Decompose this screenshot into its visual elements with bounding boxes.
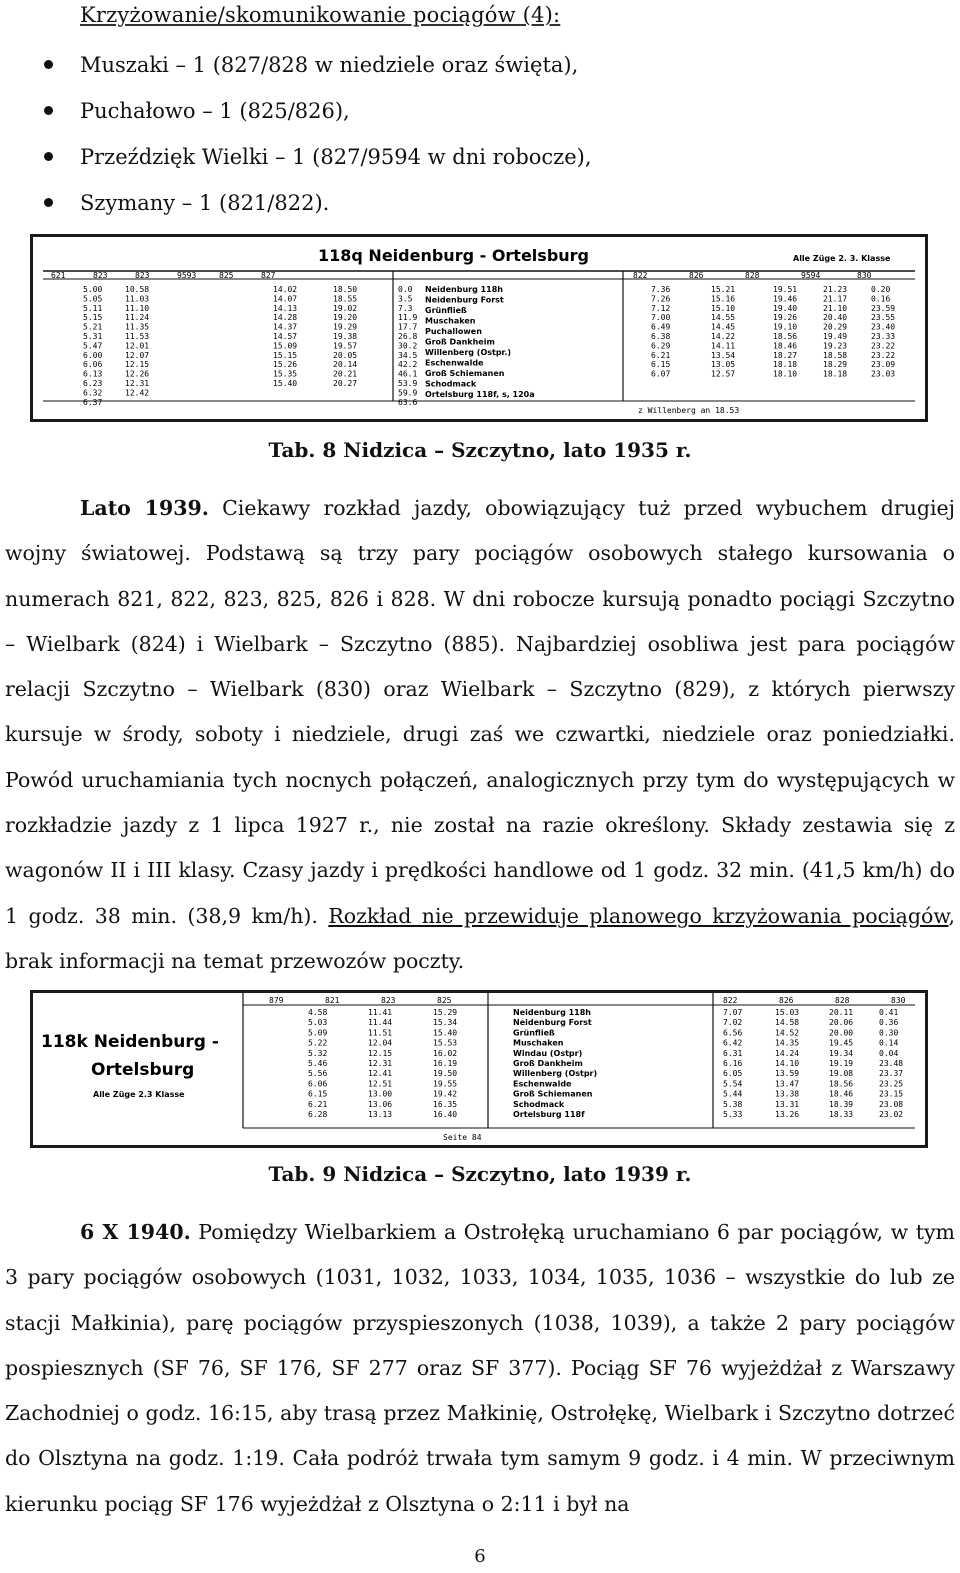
time-value: 23.59 — [871, 303, 896, 313]
time-value: 10.58 — [125, 285, 150, 294]
table-caption-1939: Tab. 9 Nidzica – Szczytno, lato 1939 r. — [268, 1162, 692, 1186]
station-name: Neidenburg Forst — [425, 295, 504, 305]
station-name: Eschenwalde — [513, 1079, 572, 1089]
timetable-title-line1: 118k Neidenburg - — [41, 1032, 219, 1052]
time-value: 19.55 — [433, 1079, 458, 1089]
page-number: 6 — [474, 1546, 486, 1567]
time-value: 13.06 — [368, 1099, 393, 1109]
time-value: 6.13 — [83, 369, 103, 379]
station-name: Willenberg (Ostpr.) — [425, 348, 512, 357]
time-value: 15.15 — [273, 350, 298, 360]
time-value: 14.11 — [711, 341, 736, 351]
time-value: 6.38 — [651, 332, 671, 341]
km-value: 59.9 — [398, 388, 418, 398]
time-value: 12.41 — [368, 1069, 393, 1079]
list-item: Puchałowo – 1 (825/826), — [40, 88, 592, 134]
time-value: 20.11 — [829, 1008, 854, 1017]
time-value: 18.46 — [829, 1089, 854, 1099]
station-name: Willenberg (Ostpr) — [513, 1069, 598, 1079]
station-name: Groß Dankheim — [513, 1059, 583, 1068]
time-value: 15.53 — [433, 1038, 458, 1048]
timetable-title: 118q Neidenburg - Ortelsburg — [318, 246, 589, 265]
km-value: 34.5 — [398, 350, 418, 360]
time-value: 0.20 — [871, 285, 891, 294]
train-number: 621 — [51, 271, 66, 280]
station-name: Muschaken — [513, 1038, 564, 1048]
time-value: 14.57 — [273, 332, 298, 341]
time-value: 0.14 — [879, 1038, 899, 1048]
time-value: 19.34 — [829, 1048, 854, 1058]
time-value: 4.58 — [308, 1008, 328, 1017]
time-value: 11.35 — [125, 322, 150, 332]
time-value: 19.02 — [333, 303, 358, 313]
time-value: 14.10 — [775, 1059, 800, 1068]
time-value: 12.31 — [368, 1059, 393, 1068]
time-value: 6.23 — [83, 379, 103, 388]
time-value: 0.41 — [879, 1008, 899, 1017]
time-value: 5.32 — [308, 1048, 328, 1058]
time-value: 6.06 — [83, 360, 103, 370]
time-value: 15.21 — [711, 285, 736, 294]
km-value: 11.9 — [398, 313, 418, 323]
time-value: 12.57 — [711, 369, 736, 379]
time-value: 7.00 — [651, 313, 671, 323]
time-value: 19.46 — [773, 294, 798, 304]
train-number: 821 — [325, 996, 340, 1005]
train-number: 879 — [269, 996, 284, 1005]
time-value: 23.37 — [879, 1069, 904, 1079]
train-number: 826 — [779, 996, 794, 1005]
time-value: 5.15 — [83, 313, 103, 323]
time-value: 23.08 — [879, 1099, 904, 1109]
time-value: 15.40 — [433, 1028, 458, 1038]
time-value: 23.55 — [871, 313, 896, 323]
km-value: 53.9 — [398, 379, 418, 388]
time-value: 6.21 — [308, 1099, 328, 1109]
time-value: 13.13 — [368, 1110, 393, 1119]
time-value: 14.45 — [711, 322, 736, 332]
time-value: 16.35 — [433, 1099, 458, 1109]
station-name: Schodmack — [425, 379, 477, 389]
paragraph-lead: Lato 1939. — [80, 496, 209, 520]
train-number: 830 — [857, 271, 872, 280]
time-value: 15.40 — [273, 379, 298, 388]
table-caption-1935: Tab. 8 Nidzica – Szczytno, lato 1935 r. — [268, 438, 692, 462]
train-number: 828 — [835, 996, 850, 1005]
time-value: 15.16 — [711, 294, 736, 304]
time-value: 15.35 — [273, 369, 298, 379]
section-heading: Krzyżowanie/skomunikowanie pociągów (4): — [80, 3, 561, 27]
time-value: 12.42 — [125, 388, 150, 398]
time-value: 18.56 — [773, 332, 798, 341]
time-value: 19.29 — [333, 322, 358, 332]
time-value: 23.22 — [871, 341, 896, 351]
km-value: 42.2 — [398, 360, 418, 370]
time-value: 21.17 — [823, 294, 848, 304]
time-value: 5.22 — [308, 1038, 328, 1048]
time-value: 19.50 — [433, 1069, 458, 1079]
list-item: Muszaki – 1 (827/828 w niedziele oraz święta), — [40, 42, 592, 88]
timetable-1935-image — [30, 234, 928, 422]
time-value: 5.56 — [308, 1069, 328, 1079]
time-value: 7.07 — [723, 1008, 743, 1017]
time-value: 5.21 — [83, 322, 103, 332]
time-value: 23.40 — [871, 322, 896, 332]
time-value: 16.40 — [433, 1110, 458, 1119]
list-item: Szymany – 1 (821/822). — [40, 180, 592, 226]
time-value: 12.15 — [368, 1048, 393, 1058]
time-value: 18.39 — [829, 1099, 854, 1109]
train-number: 827 — [261, 271, 276, 280]
time-value: 23.03 — [871, 369, 896, 379]
time-value: 5.44 — [723, 1089, 743, 1099]
time-value: 5.46 — [308, 1059, 328, 1068]
time-value: 14.37 — [273, 322, 298, 332]
time-value: 18.56 — [829, 1079, 854, 1089]
time-value: 14.52 — [775, 1028, 800, 1038]
train-number: 9593 — [177, 271, 197, 280]
time-value: 19.45 — [829, 1038, 854, 1048]
time-value: 6.28 — [308, 1110, 328, 1119]
train-number: 828 — [745, 271, 760, 280]
time-value: 5.00 — [83, 285, 103, 294]
time-value: 6.29 — [651, 341, 671, 351]
train-number: 823 — [135, 271, 150, 280]
time-value: 18.18 — [823, 369, 848, 379]
station-name: Grünfließ — [513, 1028, 555, 1038]
time-value: 11.44 — [368, 1018, 393, 1028]
time-value: 15.03 — [775, 1008, 800, 1017]
time-value: 15.09 — [273, 341, 298, 351]
time-value: 18.29 — [823, 360, 848, 370]
timetable-class-note: Alle Züge 2. 3. Klasse — [793, 254, 891, 263]
station-name: Groß Schiemanen — [425, 369, 505, 378]
time-value: 14.24 — [775, 1048, 800, 1058]
time-value: 19.10 — [773, 322, 798, 332]
time-value: 6.16 — [723, 1059, 743, 1068]
station-name: Ortelsburg 118f, s, 120a — [425, 390, 535, 399]
list-item: Przeździęk Wielki – 1 (827/9594 w dni robocze), — [40, 134, 592, 180]
time-value: 11.10 — [125, 303, 150, 313]
time-value: 18.55 — [333, 294, 358, 304]
time-value: 5.54 — [723, 1079, 743, 1089]
timetable-class-note: Alle Züge 2.3 Klasse — [93, 1090, 185, 1099]
time-value: 14.02 — [273, 285, 298, 294]
time-value: 13.00 — [368, 1089, 393, 1099]
time-value: 13.47 — [775, 1079, 800, 1089]
station-name: Puchallowen — [425, 327, 482, 336]
time-value: 21.10 — [823, 303, 848, 313]
time-value: 6.06 — [308, 1079, 328, 1089]
time-value: 15.10 — [711, 303, 736, 313]
time-value: 12.15 — [125, 360, 150, 370]
time-value: 6.42 — [723, 1038, 743, 1048]
time-value: 14.35 — [775, 1038, 800, 1048]
time-value: 6.15 — [308, 1089, 328, 1099]
station-name: Eschenwalde — [425, 358, 484, 368]
time-value: 13.54 — [711, 350, 736, 360]
station-name: Neidenburg Forst — [513, 1018, 592, 1028]
paragraph-text-end: , brak informacji na temat przewozów poczty. — [5, 903, 955, 973]
time-value: 6.21 — [651, 350, 671, 360]
time-value: 13.59 — [775, 1069, 800, 1079]
station-name: Windau (Ostpr) — [513, 1048, 583, 1058]
time-value: 18.27 — [773, 350, 798, 360]
timetable-1935-drawing — [33, 237, 925, 419]
time-value: 0.36 — [879, 1018, 899, 1028]
time-value: 5.05 — [83, 294, 103, 304]
station-name: Ortelsburg 118f — [513, 1110, 585, 1119]
station-name: Groß Schiemanen — [513, 1089, 593, 1099]
train-number: 822 — [723, 996, 738, 1005]
time-value: 19.26 — [773, 313, 798, 323]
time-value: 18.58 — [823, 350, 848, 360]
time-value: 5.03 — [308, 1018, 328, 1028]
time-value: 20.14 — [333, 360, 358, 370]
time-value: 6.32 — [83, 388, 103, 398]
time-value: 6.56 — [723, 1028, 743, 1038]
time-value: 19.20 — [333, 313, 358, 323]
time-value: 5.31 — [83, 332, 103, 341]
station-name: Muschaken — [425, 316, 476, 326]
time-value: 23.48 — [879, 1059, 904, 1068]
time-value: 23.25 — [879, 1079, 904, 1089]
time-value: 0.04 — [879, 1048, 899, 1058]
time-value: 14.22 — [711, 332, 736, 341]
time-value: 6.00 — [83, 350, 103, 360]
time-value: 19.23 — [823, 341, 848, 351]
time-value: 15.26 — [273, 360, 298, 370]
time-value: 19.08 — [829, 1069, 854, 1079]
km-value: 7.3 — [398, 303, 413, 313]
time-value: 20.27 — [333, 379, 358, 388]
time-value: 14.13 — [273, 303, 298, 313]
paragraph-1940 — [5, 1210, 955, 1527]
time-value: 12.07 — [125, 350, 150, 360]
station-name: Grünfließ — [425, 306, 467, 315]
time-value: 13.31 — [775, 1099, 800, 1109]
time-value: 6.15 — [651, 360, 671, 370]
time-value: 5.09 — [308, 1028, 328, 1038]
train-number: 822 — [633, 271, 648, 280]
station-name: Neidenburg 118h — [425, 285, 503, 294]
paragraph-text: Pomiędzy Wielbarkiem a Ostrołęką uruchamiano 6 par pociągów, w tym 3 pary pociągów osobowych (1031, 1032, 1033, 1034, 1035, 1036 – wszystkie do lub ze stacji Małkinia), parę pociągów przyspieszonych (1038, 1039), a także 2 pary pociągów pospiesznych (SF 76, SF 176, SF 277 oraz SF 377). Pociąg SF 76 wyjeżdżał z Warszawy Zachodniej o godz. 16:15, aby trasą przez Małkinię, Ostrołękę, Wielbark i Szczytno dotrzeć do Olsztyna na godz. 1:19. Cała podróż trwała tym samym 9 godz. i 4 min. W przeciwnym kierunku pociąg SF 176 wyjeżdżał z Olsztyna o 2:11 i był na — [5, 1220, 955, 1516]
time-value: 12.04 — [368, 1038, 393, 1048]
time-value: 20.05 — [333, 350, 358, 360]
time-value: 5.33 — [723, 1110, 743, 1119]
station-name: Groß Dankheim — [425, 337, 495, 347]
train-number: 825 — [437, 996, 452, 1005]
time-value: 14.28 — [273, 313, 298, 323]
time-value: 7.02 — [723, 1018, 743, 1028]
time-value: 14.58 — [775, 1018, 800, 1028]
time-value: 5.47 — [83, 341, 103, 351]
timetable-footnote: z Willenberg an 18.53 — [638, 406, 740, 415]
km-value: 17.7 — [398, 322, 418, 332]
time-value: 19.38 — [333, 332, 358, 341]
time-value: 13.26 — [775, 1110, 800, 1119]
time-value: 23.33 — [871, 332, 896, 341]
time-value: 20.06 — [829, 1018, 854, 1028]
km-value: 46.1 — [398, 369, 418, 379]
time-value: 7.36 — [651, 285, 671, 294]
time-value: 18.18 — [773, 360, 798, 370]
time-value: 12.31 — [125, 379, 150, 388]
time-value: 19.51 — [773, 285, 798, 294]
train-number: 823 — [93, 271, 108, 280]
time-value: 0.16 — [871, 294, 891, 304]
time-value: 7.26 — [651, 294, 671, 304]
time-value: 18.46 — [773, 341, 798, 351]
train-number: 823 — [381, 996, 396, 1005]
time-value: 13.38 — [775, 1089, 800, 1099]
time-value: 12.26 — [125, 369, 150, 379]
time-value: 6.07 — [651, 369, 671, 379]
time-value: 7.12 — [651, 303, 671, 313]
time-value: 18.10 — [773, 369, 798, 379]
time-value: 6.05 — [723, 1069, 743, 1079]
time-value: 21.23 — [823, 285, 848, 294]
timetable-1939-drawing — [33, 993, 925, 1145]
time-value: 19.19 — [829, 1059, 854, 1068]
km-value: 3.5 — [398, 294, 413, 304]
time-value: 16.19 — [433, 1059, 458, 1068]
time-value: 19.40 — [773, 303, 798, 313]
crossing-list — [40, 42, 592, 226]
paragraph-summer-1939 — [5, 486, 955, 984]
time-value: 23.22 — [871, 350, 896, 360]
time-value: 14.07 — [273, 294, 298, 304]
time-value: 13.05 — [711, 360, 736, 370]
time-value: 19.57 — [333, 341, 358, 351]
timetable-title-line2: Ortelsburg — [91, 1060, 195, 1080]
time-value: 14.55 — [711, 313, 736, 323]
time-value: 18.50 — [333, 285, 358, 294]
time-value: 20.00 — [829, 1028, 854, 1038]
time-value: 15.34 — [433, 1018, 458, 1028]
time-value: 16.02 — [433, 1048, 458, 1058]
km-value: 63.6 — [398, 397, 418, 407]
train-number: 9594 — [801, 271, 821, 280]
time-value: 20.29 — [823, 322, 848, 332]
time-value: 6.37 — [83, 397, 103, 407]
time-value: 20.21 — [333, 369, 358, 379]
time-value: 12.51 — [368, 1079, 393, 1089]
paragraph-text: Ciekawy rozkład jazdy, obowiązujący tuż przed wybuchem drugiej wojny światowej. Podstawą są trzy pary pociągów osobowych stałego kursowania o numerach 821, 822, 823, 825, 826 i 828. W dni robocze kursują ponadto pociągi Szczytno – Wielbark (824) i Wielbark – Szczytno (885). Najbardziej osobliwa jest para pociągów relacji Szczytno – Wielbark (830) oraz Wielbark – Szczytno (829), z których pierwszy kursuje w środy, soboty i niedziele, drugi zaś we czwartki, niedziele oraz poniedziałki. Powód uruchamiania tych nocnych połączeń, analogicznych przy tym do występujących w rozkładzie jazdy z 1 lipca 1927 r., nie został na razie określony. Składy zestawia się z wagonów II i III klasy. Czasy jazdy i prędkości handlowe od 1 godz. 32 min. (41,5 km/h) do 1 godz. 38 min. (38,9 km/h). — [5, 496, 955, 928]
time-value: 0.30 — [879, 1028, 899, 1038]
time-value: 20.40 — [823, 313, 848, 323]
time-value: 5.11 — [83, 303, 103, 313]
km-value: 30.2 — [398, 341, 418, 351]
timetable-1939-image — [30, 990, 928, 1148]
time-value: 6.49 — [651, 322, 671, 332]
time-value: 23.15 — [879, 1089, 904, 1099]
time-value: 11.51 — [368, 1028, 393, 1038]
train-number: 825 — [219, 271, 234, 280]
station-name: Schodmack — [513, 1099, 565, 1109]
km-value: 0.0 — [398, 285, 413, 294]
time-value: 11.03 — [125, 294, 150, 304]
time-value: 11.53 — [125, 332, 150, 341]
station-name: Neidenburg 118h — [513, 1008, 591, 1017]
time-value: 15.29 — [433, 1008, 458, 1017]
time-value: 11.41 — [368, 1008, 393, 1017]
train-number: 830 — [891, 996, 906, 1005]
paragraph-lead: 6 X 1940. — [80, 1220, 191, 1244]
km-value: 26.8 — [398, 332, 418, 341]
time-value: 19.49 — [823, 332, 848, 341]
train-number: 826 — [689, 271, 704, 280]
time-value: 23.02 — [879, 1110, 904, 1119]
time-value: 18.33 — [829, 1110, 854, 1119]
time-value: 6.31 — [723, 1048, 743, 1058]
time-value: 5.38 — [723, 1099, 743, 1109]
timetable-page-ref: Seite 84 — [443, 1133, 482, 1142]
time-value: 19.42 — [433, 1089, 458, 1099]
underlined-text: Rozkład nie przewiduje planowego krzyżowania pociągów — [328, 903, 949, 928]
time-value: 12.01 — [125, 341, 150, 351]
time-value: 23.09 — [871, 360, 896, 370]
time-value: 11.24 — [125, 313, 150, 323]
